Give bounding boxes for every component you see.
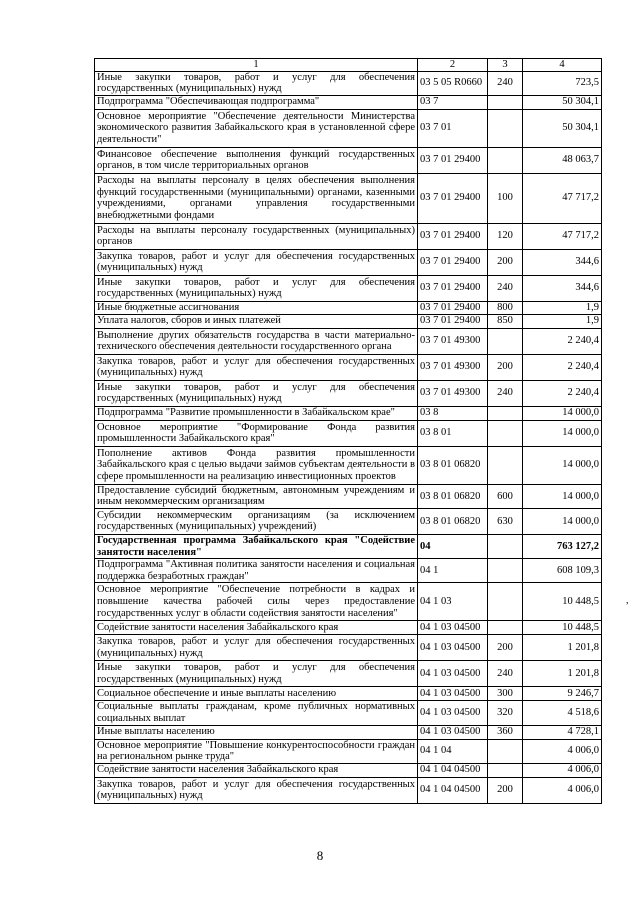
table-row <box>95 406 602 420</box>
table-row <box>95 314 602 328</box>
table-row <box>95 701 602 725</box>
row-code-cell: 03 7 01 <box>418 109 488 147</box>
row-type-cell <box>488 583 523 621</box>
row-amount-cell: 763 127,2 <box>523 534 602 558</box>
table-row <box>95 249 602 275</box>
row-code-cell: 04 1 04 04500 <box>418 763 488 777</box>
table-row <box>95 725 602 739</box>
row-amount-cell: 9 246,7 <box>523 687 602 701</box>
row-amount-cell: 47 717,2 <box>523 173 602 223</box>
row-type-cell: 320 <box>488 701 523 725</box>
row-name-cell: Уплата налогов, сборов и иных платежей <box>95 314 418 328</box>
row-code-cell: 04 <box>418 534 488 558</box>
row-name-cell: Предоставление субсидий бюджетным, автономным учреждениям и иным некоммерческим организациям <box>95 484 418 508</box>
row-type-cell <box>488 147 523 173</box>
row-code-cell: 04 1 03 04500 <box>418 661 488 687</box>
row-name-cell: Иные закупки товаров, работ и услуг для обеспечения государственных (муниципальных) нужд <box>95 275 418 301</box>
row-type-cell: 630 <box>488 508 523 534</box>
row-code-cell: 04 1 03 04500 <box>418 687 488 701</box>
row-name-cell: Выполнение других обязательств государства в части материально-технического обеспечения деятельности государственного органа <box>95 328 418 354</box>
table-row <box>95 223 602 249</box>
row-type-cell <box>488 739 523 763</box>
table-row <box>95 534 602 558</box>
row-amount-cell: 14 000,0 <box>523 420 602 446</box>
row-type-cell: 600 <box>488 484 523 508</box>
row-name-cell: Закупка товаров, работ и услуг для обеспечения государственных (муниципальных) нужд <box>95 635 418 661</box>
row-amount-cell: 1,9 <box>523 314 602 328</box>
row-code-cell: 03 7 01 29400 <box>418 275 488 301</box>
row-code-cell: 03 8 01 06820 <box>418 484 488 508</box>
row-amount-cell: 47 717,2 <box>523 223 602 249</box>
row-type-cell: 200 <box>488 635 523 661</box>
row-amount-cell: 344,6 <box>523 249 602 275</box>
table-row <box>95 621 602 635</box>
row-code-cell: 03 7 <box>418 95 488 109</box>
row-code-cell: 04 1 03 04500 <box>418 621 488 635</box>
row-code-cell: 04 1 03 04500 <box>418 635 488 661</box>
row-code-cell: 03 7 01 49300 <box>418 354 488 380</box>
row-code-cell: 04 1 04 <box>418 739 488 763</box>
row-type-cell: 200 <box>488 249 523 275</box>
row-type-cell: 240 <box>488 380 523 406</box>
row-code-cell: 03 7 01 29400 <box>418 249 488 275</box>
row-code-cell: 03 7 01 29400 <box>418 173 488 223</box>
row-type-cell: 850 <box>488 314 523 328</box>
row-type-cell <box>488 621 523 635</box>
row-name-cell: Государственная программа Забайкальского края "Содействие занятости населения" <box>95 534 418 558</box>
header-cell-3: 3 <box>488 59 523 72</box>
row-name-cell: Расходы на выплаты персоналу в целях обеспечения выполнения функций государственными (муниципальными) органами, казенными учреждениями, органами управления государственными внебюджетными фондами <box>95 173 418 223</box>
row-type-cell <box>488 763 523 777</box>
row-amount-cell: 4 518,6 <box>523 701 602 725</box>
table-row <box>95 420 602 446</box>
row-amount-cell: 10 448,5 <box>523 621 602 635</box>
row-name-cell: Закупка товаров, работ и услуг для обеспечения государственных (муниципальных) нужд <box>95 354 418 380</box>
table-row <box>95 275 602 301</box>
row-type-cell <box>488 559 523 583</box>
row-name-cell: Подпрограмма "Развитие промышленности в Забайкальском крае" <box>95 406 418 420</box>
row-type-cell: 300 <box>488 687 523 701</box>
row-type-cell <box>488 109 523 147</box>
row-code-cell: 03 5 05 R0660 <box>418 71 488 95</box>
row-code-cell: 04 1 03 04500 <box>418 701 488 725</box>
row-code-cell: 03 7 01 49300 <box>418 328 488 354</box>
row-amount-cell: 14 000,0 <box>523 446 602 484</box>
table-row <box>95 763 602 777</box>
table-row <box>95 71 602 95</box>
row-code-cell: 03 7 01 29400 <box>418 147 488 173</box>
page-number: 8 <box>316 848 324 863</box>
row-code-cell: 04 1 03 <box>418 583 488 621</box>
header-cell-4: 4 <box>523 59 602 72</box>
row-type-cell: 100 <box>488 173 523 223</box>
row-type-cell: 360 <box>488 725 523 739</box>
row-amount-cell: 1,9 <box>523 301 602 314</box>
row-amount-cell: 723,5 <box>523 71 602 95</box>
row-name-cell: Закупка товаров, работ и услуг для обеспечения государственных (муниципальных) нужд <box>95 777 418 803</box>
table-row <box>95 354 602 380</box>
row-type-cell <box>488 534 523 558</box>
row-name-cell: Основное мероприятие "Формирование Фонда развития промышленности Забайкальского края" <box>95 420 418 446</box>
row-name-cell: Иные бюджетные ассигнования <box>95 301 418 314</box>
row-amount-cell: 50 304,1 <box>523 109 602 147</box>
row-name-cell: Основное мероприятие "Повышение конкурентоспособности граждан на региональном рынке труда" <box>95 739 418 763</box>
margin-mark: , <box>626 595 629 606</box>
row-name-cell: Содействие занятости населения Забайкальского края <box>95 621 418 635</box>
row-name-cell: Социальное обеспечение и иные выплаты населению <box>95 687 418 701</box>
table-row <box>95 635 602 661</box>
row-amount-cell: 50 304,1 <box>523 95 602 109</box>
table-row <box>95 739 602 763</box>
row-code-cell: 03 7 01 29400 <box>418 301 488 314</box>
table-row <box>95 147 602 173</box>
row-amount-cell: 4 006,0 <box>523 739 602 763</box>
row-amount-cell: 4 728,1 <box>523 725 602 739</box>
row-type-cell: 240 <box>488 275 523 301</box>
table-row <box>95 687 602 701</box>
row-amount-cell: 14 000,0 <box>523 484 602 508</box>
row-name-cell: Социальные выплаты гражданам, кроме публичных нормативных социальных выплат <box>95 701 418 725</box>
table-row <box>95 173 602 223</box>
row-type-cell: 200 <box>488 354 523 380</box>
row-amount-cell: 1 201,8 <box>523 635 602 661</box>
row-name-cell: Основное мероприятие "Обеспечение потребности в кадрах и повышение качества рабочей силы через предоставление государственных услуг в области содействия занятости населения" <box>95 583 418 621</box>
row-amount-cell: 2 240,4 <box>523 380 602 406</box>
row-name-cell: Закупка товаров, работ и услуг для обеспечения государственных (муниципальных) нужд <box>95 249 418 275</box>
table-row <box>95 328 602 354</box>
row-type-cell <box>488 406 523 420</box>
row-name-cell: Иные закупки товаров, работ и услуг для обеспечения государственных (муниципальных) нужд <box>95 661 418 687</box>
row-type-cell <box>488 95 523 109</box>
table-row <box>95 583 602 621</box>
row-name-cell: Субсидии некоммерческим организациям (за исключением государственных (муниципальных) учреждений) <box>95 508 418 534</box>
row-code-cell: 04 1 <box>418 559 488 583</box>
row-type-cell: 120 <box>488 223 523 249</box>
row-code-cell: 03 7 01 29400 <box>418 314 488 328</box>
table-row <box>95 380 602 406</box>
table-row <box>95 559 602 583</box>
row-name-cell: Расходы на выплаты персоналу государственных (муниципальных) органов <box>95 223 418 249</box>
table-row <box>95 95 602 109</box>
table-row <box>95 661 602 687</box>
row-code-cell: 03 7 01 49300 <box>418 380 488 406</box>
row-code-cell: 04 1 04 04500 <box>418 777 488 803</box>
header-cell-1: 1 <box>95 59 418 72</box>
row-name-cell: Иные закупки товаров, работ и услуг для обеспечения государственных (муниципальных) нужд <box>95 71 418 95</box>
row-name-cell: Подпрограмма "Активная политика занятости населения и социальная поддержка безработных граждан" <box>95 559 418 583</box>
row-amount-cell: 344,6 <box>523 275 602 301</box>
table-row <box>95 777 602 803</box>
row-name-cell: Пополнение активов Фонда развития промышленности Забайкальского края с целью выдачи займов субъектам деятельности в сфере промышленности на реализацию инвестиционных проектов <box>95 446 418 484</box>
row-type-cell <box>488 446 523 484</box>
row-amount-cell: 10 448,5 <box>523 583 602 621</box>
table-row <box>95 446 602 484</box>
row-code-cell: 03 7 01 29400 <box>418 223 488 249</box>
row-name-cell: Иные выплаты населению <box>95 725 418 739</box>
row-amount-cell: 48 063,7 <box>523 147 602 173</box>
table-header-row <box>95 59 602 72</box>
row-type-cell: 800 <box>488 301 523 314</box>
row-name-cell: Основное мероприятие "Обеспечение деятельности Министерства экономического развития Забайкальского края в установленной сфере деятельности" <box>95 109 418 147</box>
row-amount-cell: 14 000,0 <box>523 406 602 420</box>
row-code-cell: 03 8 <box>418 406 488 420</box>
row-type-cell: 240 <box>488 71 523 95</box>
row-amount-cell: 4 006,0 <box>523 777 602 803</box>
table-row <box>95 109 602 147</box>
row-name-cell: Финансовое обеспечение выполнения функций государственных органов, в том числе территориальных органов <box>95 147 418 173</box>
row-amount-cell: 608 109,3 <box>523 559 602 583</box>
header-cell-2: 2 <box>418 59 488 72</box>
row-code-cell: 03 8 01 <box>418 420 488 446</box>
row-code-cell: 04 1 03 04500 <box>418 725 488 739</box>
row-type-cell <box>488 328 523 354</box>
table-row <box>95 508 602 534</box>
row-type-cell: 200 <box>488 777 523 803</box>
table-row <box>95 484 602 508</box>
row-amount-cell: 4 006,0 <box>523 763 602 777</box>
row-type-cell: 240 <box>488 661 523 687</box>
row-amount-cell: 1 201,8 <box>523 661 602 687</box>
table-row <box>95 301 602 314</box>
row-amount-cell: 2 240,4 <box>523 354 602 380</box>
row-code-cell: 03 8 01 06820 <box>418 508 488 534</box>
row-code-cell: 03 8 01 06820 <box>418 446 488 484</box>
row-name-cell: Содействие занятости населения Забайкальского края <box>95 763 418 777</box>
row-amount-cell: 2 240,4 <box>523 328 602 354</box>
row-amount-cell: 14 000,0 <box>523 508 602 534</box>
row-name-cell: Подпрограмма "Обеспечивающая подпрограмма" <box>95 95 418 109</box>
row-type-cell <box>488 420 523 446</box>
budget-table <box>94 58 602 804</box>
row-name-cell: Иные закупки товаров, работ и услуг для обеспечения государственных (муниципальных) нужд <box>95 380 418 406</box>
